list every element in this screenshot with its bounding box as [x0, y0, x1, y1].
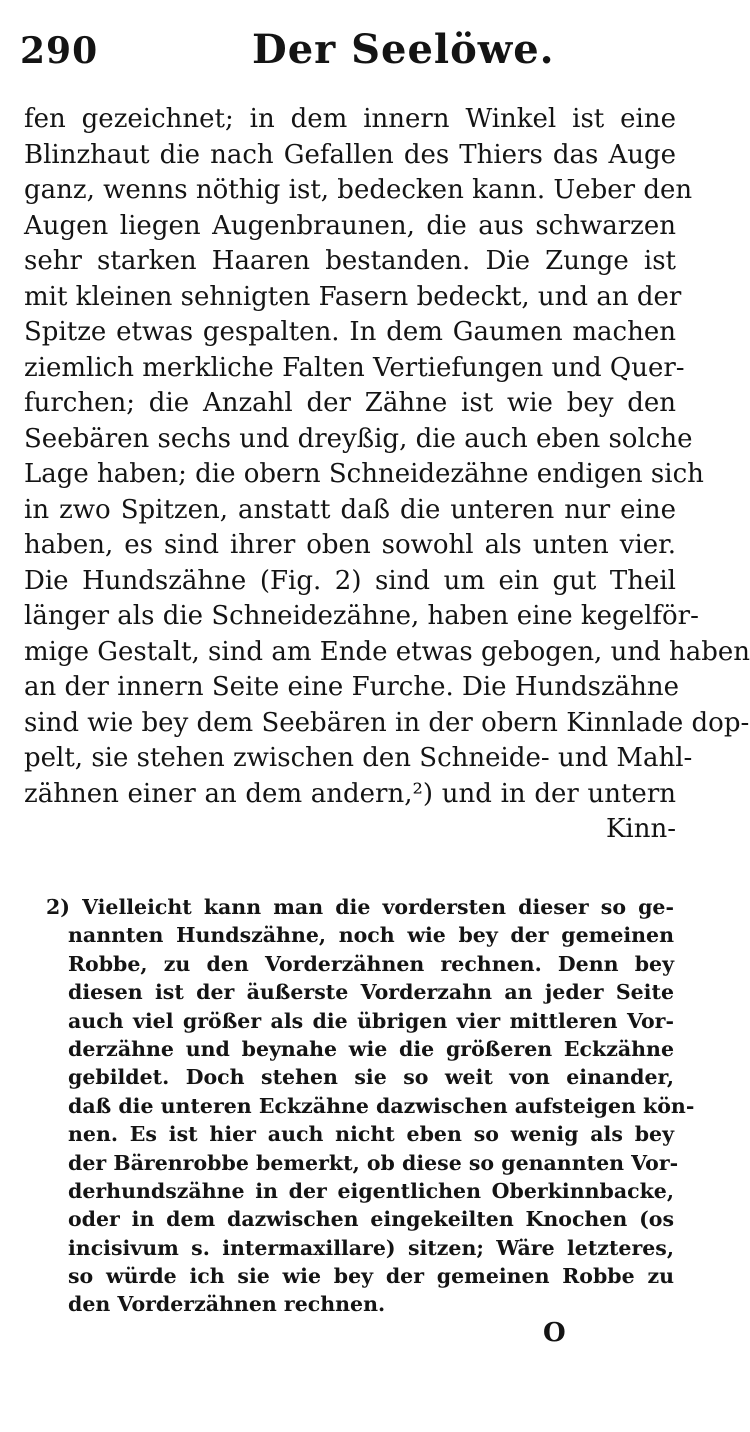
footnote-line: derzähne und beynahe wie die größeren Eckzähne	[68, 1036, 674, 1061]
footnote-block	[46, 893, 695, 1319]
catchword: Kinn-	[605, 814, 676, 844]
footnote-line: diesen ist der äußerste Vorderzahn an jeder Seite	[68, 980, 674, 1005]
body-line: fen gezeichnet; in dem innern Winkel ist eine	[24, 104, 676, 134]
page-number: 290	[20, 30, 99, 72]
page-header	[20, 22, 680, 78]
footnote-line: daß die unteren Eckzähne dazwischen aufsteigen kön-	[68, 1093, 695, 1118]
footnote-line: 2) Vielleicht kann man die vordersten dieser so ge-	[46, 895, 674, 919]
body-line: Blinzhaut die nach Gefallen des Thiers das Auge	[24, 139, 676, 170]
footnote-line: auch viel größer als die übrigen vier mittleren Vor-	[68, 1008, 674, 1033]
body-line: Lage haben; die obern Schneidezähne endigen sich	[24, 459, 704, 489]
body-text	[24, 102, 750, 848]
body-line: pelt, sie stehen zwischen den Schneide- und Mahl-	[24, 743, 693, 773]
footnote-line: gebildet. Doch stehen sie so weit von einander,	[68, 1065, 674, 1090]
body-line: zähnen einer an dem andern,²) und in der untern	[24, 778, 676, 809]
footnote-line: nannten Hundszähne, noch wie bey der gemeinen	[68, 923, 674, 948]
body-line: ziemlich merkliche Falten Vertiefungen und Quer-	[24, 352, 685, 383]
footnote-line: so würde ich sie wie bey der gemeinen Robbe zu	[68, 1264, 674, 1289]
footnote-line: nen. Es ist hier auch nicht eben so wenig als bey	[68, 1122, 674, 1147]
body-line: mige Gestalt, sind am Ende etwas gebogen, und haben	[24, 636, 750, 667]
body-line: länger als die Schneidezähne, haben eine kegelför-	[24, 601, 699, 631]
footnote-line: den Vorderzähnen rechnen.	[68, 1292, 386, 1317]
body-line: haben, es sind ihrer oben sowohl als unten vier.	[24, 530, 676, 560]
footnote-line: Robbe, zu den Vorderzähnen rechnen. Denn bey	[68, 951, 674, 976]
body-line: furchen; die Anzahl der Zähne ist wie bey den	[24, 388, 676, 418]
body-line: sehr starken Haaren bestanden. Die Zunge ist	[24, 246, 676, 276]
body-line: mit kleinen sehnigten Fasern bedeckt, und an der	[24, 281, 682, 312]
footnote-line: oder in dem dazwischen eingekeilten Knochen (os	[68, 1207, 674, 1232]
body-line: ganz, wenns nöthig ist, bedecken kann. Ueber den	[24, 175, 693, 205]
body-line: Spitze etwas gespalten. In dem Gaumen machen	[24, 317, 676, 347]
footnote-line: der Bärenrobbe bemerkt, ob diese so genannten Vor-	[68, 1150, 679, 1175]
body-line: Augen liegen Augenbraunen, die aus schwarzen	[24, 210, 676, 241]
running-head: Der Seelöwe.	[252, 26, 555, 73]
body-line: Seebären sechs und dreyßig, die auch eben solche	[24, 423, 693, 454]
body-line: Die Hundszähne (Fig. 2) sind um ein gut Theil	[24, 565, 676, 596]
footnote-line: derhundszähne in der eigentlichen Oberkinnbacke,	[68, 1178, 674, 1203]
body-line: sind wie bey dem Seebären in der obern Kinnlade dop-	[24, 707, 750, 738]
body-line: in zwo Spitzen, anstatt daß die unteren nur eine	[24, 494, 676, 525]
footnote-line: incisivum s. intermaxillare) sitzen; Wäre letzteres,	[68, 1235, 674, 1260]
signature-mark: O	[543, 1318, 566, 1348]
body-line: an der innern Seite eine Furche. Die Hundszähne	[24, 672, 680, 702]
